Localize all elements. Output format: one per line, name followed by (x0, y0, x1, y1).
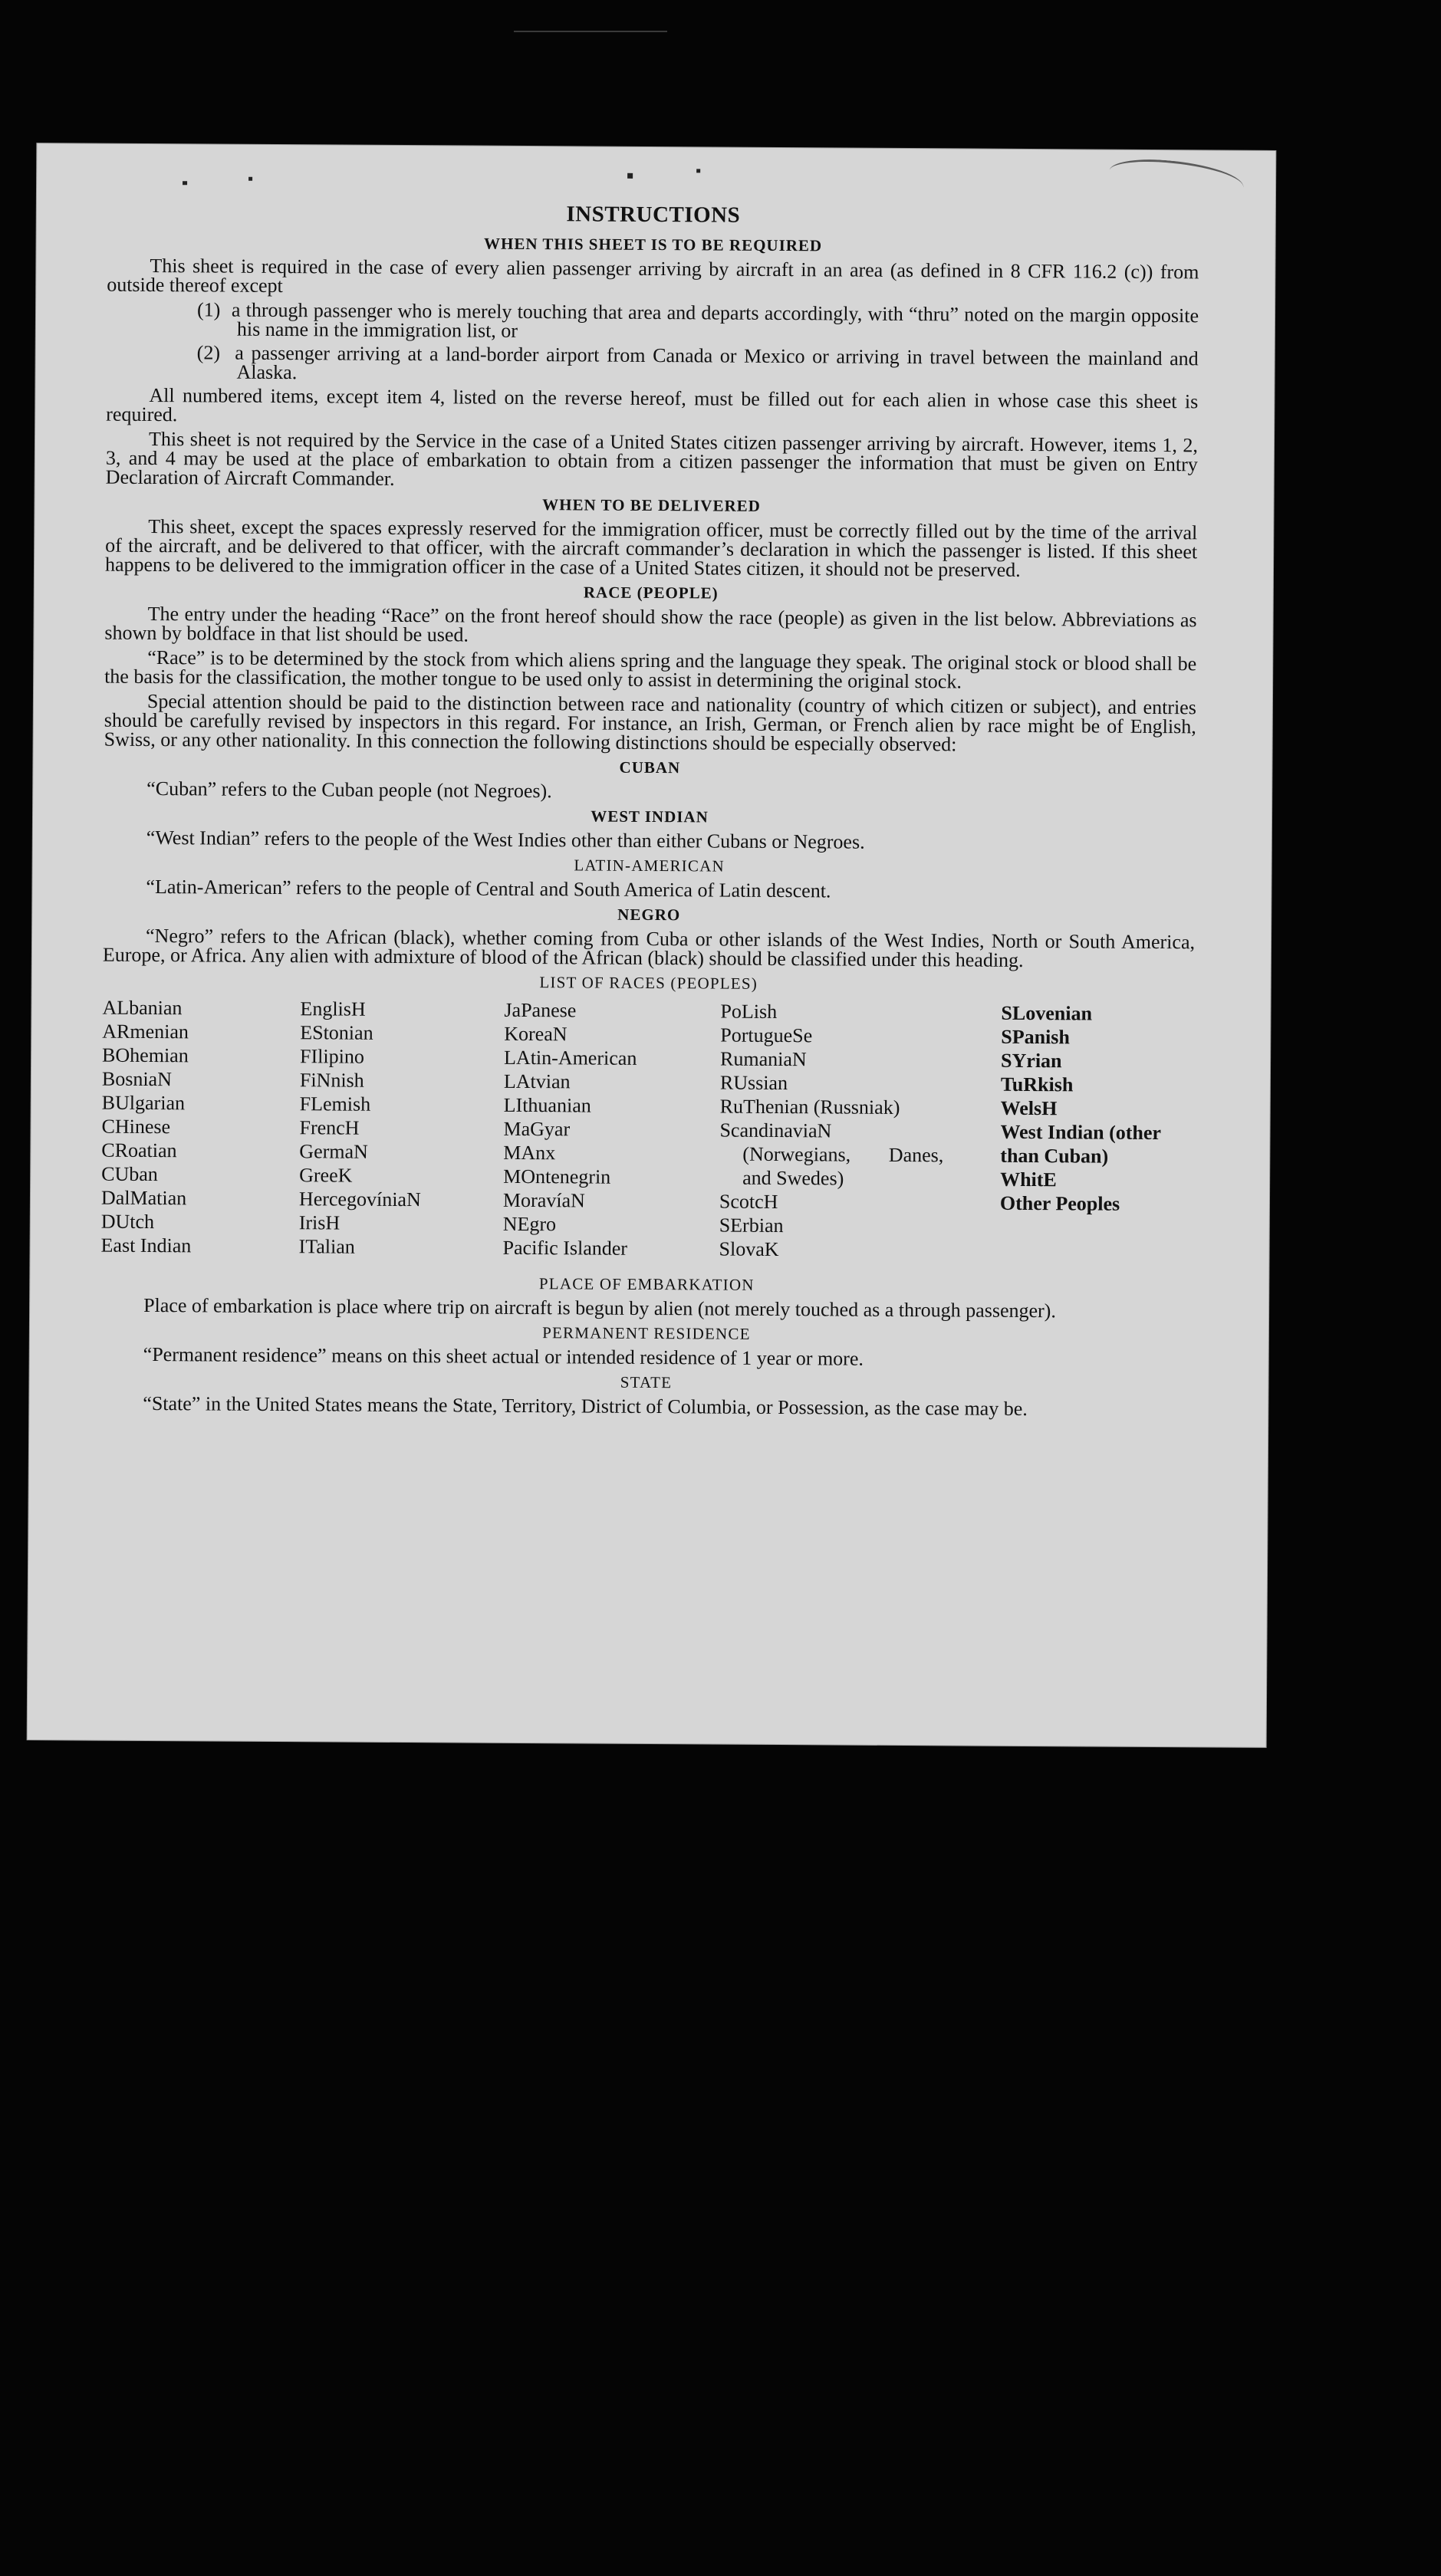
race-entry: EnglisH (300, 997, 366, 1020)
heading-when-required: WHEN THIS SHEET IS TO BE REQUIRED (483, 234, 823, 255)
race-entry: FLemish (299, 1092, 371, 1116)
race-entry: MAnx (503, 1141, 556, 1165)
race-column (502, 998, 637, 1260)
residence-paragraph: “Permanent residence” means on this sheet actual or intended residence of 1 year or more. (143, 1342, 864, 1370)
race-entry: RUssian (719, 1071, 788, 1095)
race-entry: JaPanese (504, 998, 577, 1022)
race-entry: CHinese (101, 1115, 171, 1138)
scan-speck (248, 177, 252, 181)
race-entry: West Indian (other than Cuban) (1000, 1120, 1161, 1168)
race-entry: BUlgarian (101, 1091, 186, 1115)
race-column (298, 997, 422, 1259)
race-entry: IrisH (298, 1211, 341, 1234)
race-entry: LAtin-American (504, 1046, 637, 1070)
race-entry: FrencH (299, 1116, 360, 1139)
heading-negro: NEGRO (617, 905, 681, 925)
scan-speck (183, 181, 187, 185)
race-entry: TuRkish (1000, 1073, 1074, 1096)
race-entry: HercegovíniaN (298, 1188, 421, 1211)
race-entry: WhitE (1000, 1168, 1057, 1191)
race-entry: Pacific Islander (502, 1236, 628, 1260)
race-entry: GreeK (299, 1164, 353, 1187)
intro-paragraph: This sheet is required in the case of every alien passenger arriving by aircraft in an area (as defined in 8 CFR 116.2 (c)) from outside thereof except (107, 254, 1199, 297)
item-number: (1) (196, 298, 221, 321)
heading-permanent-residence: PERMANENT RESIDENCE (542, 1323, 751, 1343)
race-entry: ITalian (298, 1235, 355, 1258)
race-entry: DUtch (100, 1210, 155, 1234)
race-entry: PoLish (720, 1000, 778, 1024)
race-entry: MoravíaN (502, 1188, 585, 1212)
race-entry: EStonian (300, 1021, 373, 1044)
delivery-paragraph: This sheet, except the spaces expressly reserved for the immigration officer, must be correctly filled out by the time of the arrival of the aircraft, and be delivered to that officer, with the aircraft commander’s declaration in which the passenger is listed. If this sheet happens to be delivered to the immigration officer in the case of a United States citizen, it should not be preserved. (104, 514, 1198, 581)
page-title: INSTRUCTIONS (566, 202, 741, 228)
exception-item-2 (196, 343, 1198, 387)
heading-cuban: CUBAN (619, 757, 681, 777)
race-entry: Other Peoples (999, 1191, 1120, 1215)
scan-speck (696, 169, 700, 172)
race-entry: MOntenegrin (503, 1165, 611, 1188)
race-column (719, 1000, 944, 1263)
race-entry: SYrian (1001, 1049, 1062, 1073)
race-entry: East Indian (100, 1234, 192, 1257)
race-entry: SlovaK (719, 1237, 779, 1261)
race-entry: NEgro (502, 1212, 557, 1236)
race-entry: DalMatian (100, 1186, 187, 1210)
top-scan-noise (514, 31, 667, 32)
race-entry: ALbanian (102, 996, 183, 1020)
race-entry: WelsH (1000, 1096, 1058, 1120)
race-entry: LIthuanian (503, 1093, 591, 1117)
race-entry: SPanish (1001, 1025, 1070, 1049)
race-entry: GermaN (299, 1140, 368, 1163)
heading-west-indian: WEST INDIAN (591, 807, 709, 826)
corner-pen-mark (1108, 156, 1245, 202)
race-entry: ARmenian (102, 1020, 189, 1043)
race-entry: ScotcH (719, 1190, 778, 1214)
race-paragraph: Special attention should be paid to the distinction between race and nationality (country of which citizen or subject), and entries should be carefully revised by inspectors in this regard. For instance, an Irish, German, or French alien by race might be of English, Swiss, or any other nationality. In this connection the following distinctions should be especially observed: (104, 689, 1196, 756)
race-entry: RumaniaN (720, 1047, 807, 1071)
race-entry: FIlipino (300, 1045, 364, 1068)
negro-paragraph: “Negro” refers to the African (black), whether coming from Cuba or other islands of the West Indies, North or South America, Europe, or Africa. Any alien with admixture of blood of the African (black) should be classified under this heading. (102, 924, 1196, 971)
item-text: a through passenger who is merely touching that area and departs accordingly, with “thru” noted on the margin opposite his name in the immigration list, or (231, 298, 1199, 342)
race-entry: LAtvian (503, 1070, 571, 1093)
race-entry: BOhemian (102, 1043, 189, 1067)
embarkation-paragraph: Place of embarkation is place where trip on aircraft is begun by alien (not merely touched as a through passenger). (143, 1293, 1056, 1322)
document-body (100, 199, 1199, 1425)
race-entry: KoreaN (504, 1022, 568, 1046)
race-entry: FiNnish (299, 1069, 364, 1092)
race-entry: BosniaN (101, 1067, 173, 1091)
race-entry: CRoatian (101, 1138, 177, 1162)
cuban-paragraph: “Cuban” refers to the Cuban people (not Negroes). (146, 777, 552, 803)
exception-item-1 (197, 300, 1199, 344)
item-text: a passenger arriving at a land-border airport from Canada or Mexico or arriving in travel between the mainland and Alaska. (235, 341, 1199, 384)
race-entry: ScandinaviaN (Norwegians, Danes, and Swedes) (719, 1119, 944, 1190)
race-column (1000, 1001, 1201, 1217)
numbered-items-paragraph: All numbered items, except item 4, listed on the reverse hereof, must be filled out for each alien in whose case this sheet is required. (106, 383, 1199, 426)
heading-latin-american: LATIN-AMERICAN (574, 856, 725, 876)
scan-speck (627, 173, 633, 179)
race-entry: PortugueSe (720, 1024, 813, 1047)
heading-when-delivered: WHEN TO BE DELIVERED (542, 495, 761, 515)
latin-american-paragraph: “Latin-American” refers to the people of Central and South America of Latin descent. (146, 875, 831, 902)
state-paragraph: “State” in the United States means the State, Territory, District of Columbia, or Possession, as the case may be. (143, 1392, 1028, 1421)
race-entry: RuThenian (Russniak) (719, 1095, 900, 1119)
citizen-paragraph: This sheet is not required by the Service in the case of a United States citizen passenger arriving by aircraft. However, items 1, 2, 3, and 4 may be used at the place of embarkation to obtain from a citizen passenger the information that must be given on Entry Declaration of Aircraft Commander. (105, 427, 1199, 490)
race-list (100, 996, 1194, 1273)
heading-state: STATE (620, 1372, 673, 1392)
race-entry: CUban (101, 1162, 158, 1186)
race-entry: MaGyar (503, 1117, 571, 1141)
instruction-sheet (28, 143, 1276, 1747)
race-paragraph: The entry under the heading “Race” on the front hereof should show the race (people) as given in the list below. Abbreviations as shown by boldface in that list should be used. (104, 602, 1197, 646)
race-column (101, 996, 193, 1258)
heading-embarkation: PLACE OF EMBARKATION (538, 1274, 755, 1294)
race-entry: SErbian (719, 1214, 784, 1237)
item-number: (2) (196, 341, 221, 364)
race-paragraph: “Race” is to be determined by the stock from which aliens spring and the language they speak. The original stock or blood shall be the basis for the classification, the mother tongue to be used only to assist in determining the original stock. (104, 646, 1197, 693)
race-entry: SLovenian (1001, 1001, 1093, 1025)
heading-list-of-races: LIST OF RACES (PEOPLES) (539, 973, 758, 993)
heading-race: RACE (PEOPLE) (583, 583, 719, 603)
west-indian-paragraph: “West Indian” refers to the people of the West Indies other than either Cubans or Negroes. (146, 826, 865, 853)
